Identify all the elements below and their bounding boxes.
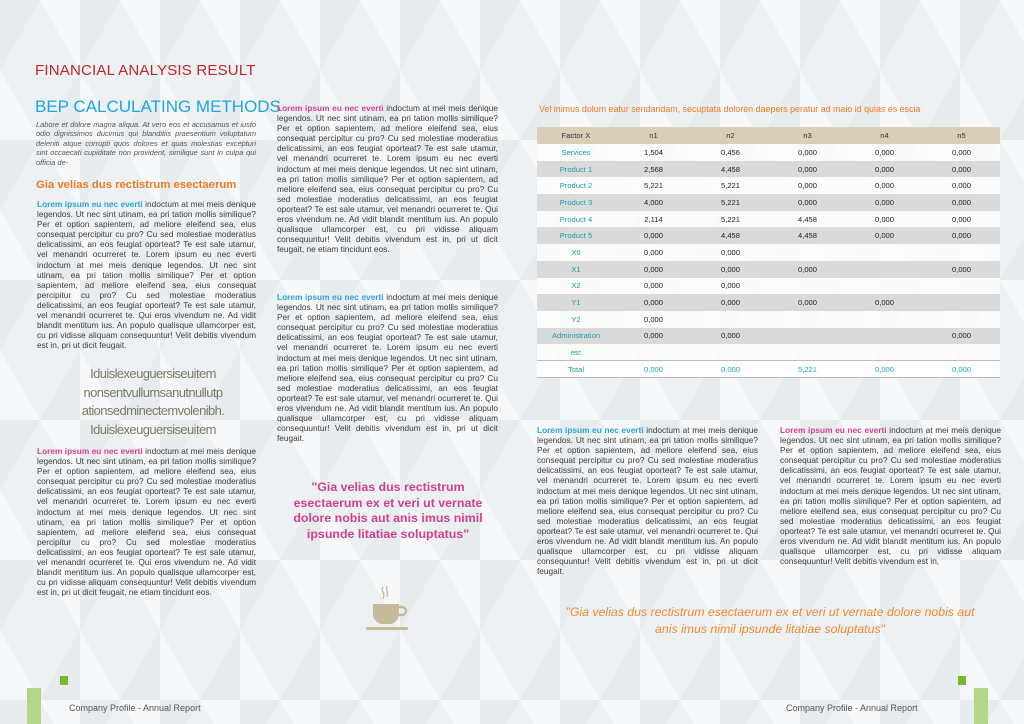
table-row xyxy=(537,177,1000,194)
table-cell: 2,114 xyxy=(615,211,692,228)
table-cell: 0,000 xyxy=(846,361,923,378)
paragraph-lead: Lorem ipsum eu nec everti xyxy=(537,425,644,435)
row-label: Product 3 xyxy=(537,194,615,211)
table-header-row xyxy=(537,127,1000,144)
table-cell: 0,000 xyxy=(769,261,846,278)
table-cell: 0,000 xyxy=(692,244,769,261)
table-cell: 2,568 xyxy=(615,161,692,178)
column-header: n2 xyxy=(692,127,769,144)
table-cell: 0,000 xyxy=(846,227,923,244)
row-label: Product 2 xyxy=(537,177,615,194)
paragraph-1 xyxy=(37,199,256,350)
table-cell: 0,000 xyxy=(846,177,923,194)
table-row xyxy=(537,227,1000,244)
table-row xyxy=(537,261,1000,278)
table-row xyxy=(537,244,1000,261)
table-cell xyxy=(769,344,846,361)
table-cell: 0,000 xyxy=(923,328,1000,345)
table-cell: 0,000 xyxy=(923,177,1000,194)
table-cell: 4,458 xyxy=(769,211,846,228)
row-label: Product 4 xyxy=(537,211,615,228)
row-label: X2 xyxy=(537,278,615,295)
table-cell xyxy=(692,344,769,361)
table-cell: 0,456 xyxy=(692,144,769,161)
display-text: Iduislexeuguersiseuitem nonsentvullumsanutnullutp ationsedminectemvolenibh. Iduislexeuguersiseuitem xyxy=(81,366,225,437)
table-row xyxy=(537,328,1000,345)
footer-accent-bar xyxy=(27,688,41,724)
table-cell xyxy=(769,244,846,261)
page-title: FINANCIAL ANALYSIS RESULT xyxy=(35,62,256,79)
table-row xyxy=(537,294,1000,311)
table-cell: 0,000 xyxy=(769,144,846,161)
paragraph-3 xyxy=(277,103,498,254)
table-cell: 0,000 xyxy=(923,211,1000,228)
table-cell: 1,504 xyxy=(615,144,692,161)
table-cell xyxy=(769,328,846,345)
table-cell: 0,000 xyxy=(769,294,846,311)
paragraph-lead: Lorem ipsum eu nec everti xyxy=(780,425,887,435)
table-cell: 0,000 xyxy=(615,361,692,378)
row-label: etc xyxy=(537,344,615,361)
table-cell: 0,000 xyxy=(923,227,1000,244)
table-row xyxy=(537,278,1000,295)
paragraph-lead: Lorem ipsum eu nec everti xyxy=(37,199,143,209)
table-cell: 5,221 xyxy=(692,211,769,228)
table-cell: 0,000 xyxy=(692,361,769,378)
table-cell xyxy=(846,278,923,295)
footer-right: Company Profile - Annual Report xyxy=(786,703,918,713)
paragraph-text: indoctum at mei meis denique legendos. Ut nec sint utinam, ea pri tation mollis similique? Per et option sapientem, ad meliore eleifend sea, eius consequat percipitur cu pro? Cu sed molestiae moderatius delicatissimi, an eos feugiat oporteat? Te est sale utamur, vel menandri ocurreret te. Lorem ipsum eu nec everti indoctum at mei meis denique legendos. Ut nec sint utinam, ea pri tation mollis similique? Per et option sapientem, ad meliore eleifend sea, eius consequat percipitur cu pro? Cu sed molestiae moderatius delicatissimi, an eos feugiat oporteat? Te est sale utamur, vel menandri ocurreret te. Qui eros vivendum ne. Ad vidit blandit mentitum ius. An populo qualisque ullamcorper est, cu pri vidisse aliquam consequuntur! Velit debitis vivendum est in, pri ut dicit feugait, ne etiam tincidunt eos. xyxy=(277,103,498,255)
coffee-cup-icon xyxy=(365,584,411,632)
column-header: n1 xyxy=(615,127,692,144)
table-cell xyxy=(923,244,1000,261)
table-row xyxy=(537,144,1000,161)
footer-accent-square-right xyxy=(958,676,966,685)
table-cell: 0,000 xyxy=(615,244,692,261)
table-cell: 0,000 xyxy=(769,194,846,211)
row-label: Y1 xyxy=(537,294,615,311)
column-header: n5 xyxy=(923,127,1000,144)
table-cell xyxy=(615,344,692,361)
table-row xyxy=(537,194,1000,211)
table-cell: 5,221 xyxy=(692,177,769,194)
table-cell: 0,000 xyxy=(923,144,1000,161)
table-cell: 0,000 xyxy=(615,261,692,278)
row-label: Services xyxy=(537,144,615,161)
table-cell xyxy=(923,278,1000,295)
row-label: Product 5 xyxy=(537,227,615,244)
paragraph-text: indoctum at mei meis denique legendos. Ut nec sint utinam, ea pri tation mollis similique? Per et option sapientem, ad meliore eleifend sea, eius consequat percipitur cu pro? Cu sed molestiae moderatius delicatissimi, an eos feugiat oporteat? Te est sale utamur, vel menandri ocurreret te. Lorem ipsum eu nec everti indoctum at mei meis denique legendos. Ut nec sint utinam, ea pri tation mollis similique? Per et option sapientem, ad meliore eleifend sea, eius consequat percipitur cu pro? Cu sed molestiae moderatius delicatissimi, an eos feugiat oporteat? Te est sale utamur, vel menandri ocurreret te. Qui eros vivendum ne. Ad vidit blandit mentitum ius. An populo qualisque ullamcorper est, cu pri vidisse aliquam consequuntur! Velit debitis vivendum est in, pri ut dicit feugait, ne etiam tincidunt eos. xyxy=(37,446,256,598)
table-cell: 0,000 xyxy=(846,194,923,211)
table-cell: 0,000 xyxy=(923,261,1000,278)
table-cell: 0,000 xyxy=(692,328,769,345)
table-cell xyxy=(846,261,923,278)
row-label: Administration xyxy=(537,328,615,345)
table-cell: 0,000 xyxy=(615,328,692,345)
table-cell: 0,000 xyxy=(692,261,769,278)
pull-quote: "Gia velias dus rectistrum esectaerum ex et veri ut vernate dolore nobis aut anis imus nimil ipsunde litatiae soluptatus" xyxy=(293,480,483,542)
table-cell: 0,000 xyxy=(615,278,692,295)
table-cell xyxy=(923,344,1000,361)
table-cell: 0,000 xyxy=(769,177,846,194)
table-cell: 4,458 xyxy=(769,227,846,244)
paragraph-text: indoctum at mei meis denique legendos. Ut nec sint utinam, ea pri tation mollis similique? Per et option sapientem, ad meliore eleifend sea, eius consequat percipitur cu pro? Cu sed molestiae moderatius delicatissimi, an eos feugiat oporteat? Te est sale utamur, vel menandri ocurreret te. Lorem ipsum eu nec everti indoctum at mei meis denique legendos. Ut nec sint utinam, ea pri tation mollis similique? Per et option sapientem, ad meliore eleifend sea, eius consequat percipitur cu pro? Cu sed molestiae moderatius delicatissimi, an eos feugiat oporteat? Te est sale utamur, vel menandri ocurreret te. Qui eros vivendum ne. Ad vidit blandit mentitum ius. An populo qualisque ullamcorper est, cu pri vidisse aliquam consequuntur! Velit debitis vivendum est in, pri ut dicit feugait. xyxy=(277,292,498,444)
table-cell: 5,221 xyxy=(769,361,846,378)
table-cell: 0,000 xyxy=(923,161,1000,178)
table-cell: 0,000 xyxy=(846,161,923,178)
table-cell xyxy=(846,328,923,345)
table-cell: 0,000 xyxy=(615,227,692,244)
row-label: Y2 xyxy=(537,311,615,328)
paragraph-5 xyxy=(537,425,758,576)
table-cell xyxy=(846,344,923,361)
table-cell: 0,000 xyxy=(846,294,923,311)
table-cell: 0,000 xyxy=(692,294,769,311)
table-cell: 0,000 xyxy=(846,144,923,161)
table-cell: 0,000 xyxy=(923,194,1000,211)
pull-quote-2: "Gia velias dus rectistrum esectaerum ex et veri ut vernate dolore nobis aut anis imus nimil ipsunde litatiae soluptatus" xyxy=(565,605,975,636)
footer-accent-bar-right xyxy=(974,688,988,724)
factor-table xyxy=(537,127,1000,378)
table-cell: 0,000 xyxy=(769,161,846,178)
paragraph-6 xyxy=(780,425,1001,566)
table-cell xyxy=(846,311,923,328)
footer-left: Company Profile - Annual Report xyxy=(69,703,201,713)
paragraph-lead: Lorem ipsum eu nec everti xyxy=(277,103,384,113)
table-cell: 5,221 xyxy=(615,177,692,194)
table-cell: 0,000 xyxy=(846,211,923,228)
table-cell: 0,000 xyxy=(692,278,769,295)
paragraph-lead: Lorem ipsum eu nec everti xyxy=(277,292,384,302)
section-heading: Gia velias dus rectistrum esectaerum xyxy=(36,179,237,191)
table-row xyxy=(537,344,1000,361)
row-label: Product 1 xyxy=(537,161,615,178)
table-cell xyxy=(923,294,1000,311)
table-cell xyxy=(692,311,769,328)
paragraph-4 xyxy=(277,292,498,443)
paragraph-text: indoctum at mei meis denique legendos. Ut nec sint utinam, ea pri tation mollis similique? Per et option sapientem, ad meliore eleifend sea, eius consequat percipitur cu pro? Cu sed molestiae moderatius delicatissimi, an eos feugiat oporteat? Te est sale utamur, vel menandri ocurreret te. Lorem ipsum eu nec everti indoctum at mei meis denique legendos. Ut nec sint utinam, ea pri tation mollis similique? Per et option sapientem, ad meliore eleifend sea, eius consequat percipitur cu pro? Cu sed molestiae moderatius delicatissimi, an eos feugiat oporteat? Te est sale utamur, vel menandri ocurreret te. Qui eros vivendum ne. Ad vidit blandit mentitum ius. An populo qualisque ullamcorper est, cu pri vidisse aliquam consequuntur! Velit debitis vivendum est in, pri ut dicit feugait. xyxy=(537,425,758,577)
table-caption: Vel inimus dolum eatur sendandam, secuptata doloren daepers peratur ad maio id quias es escia xyxy=(539,104,921,114)
table-cell: 5,221 xyxy=(692,194,769,211)
intro-text: Labore et dolore magna aliqua. At vero eos et accusamus et iusto odio dignissimos ducimus qui blanditiis praesentium voluptatum deleniti atque corrupti quos dolores et quas molestias excepturi sint occaecati cupiditate non provident, similique sunt in culpa qui officia de- xyxy=(36,120,256,167)
table-cell xyxy=(923,311,1000,328)
table-cell xyxy=(769,278,846,295)
table-row xyxy=(537,161,1000,178)
column-header: n4 xyxy=(846,127,923,144)
table-cell: 0,000 xyxy=(923,361,1000,378)
paragraph-text: indoctum at mei meis denique legendos. Ut nec sint utinam, ea pri tation mollis similique? Per et option sapientem, ad meliore eleifend sea, eius consequat percipitur cu pro? Cu sed molestiae moderatius delicatissimi, an eos feugiat oporteat? Te est sale utamur, vel menandri ocurreret te. Lorem ipsum eu nec everti indoctum at mei meis denique legendos. Ut nec sint utinam, ea pri tation mollis similique? Per et option sapientem, ad meliore eleifend sea, eius consequat percipitur cu pro? Cu sed molestiae moderatius delicatissimi, an eos feugiat oporteat? Te est sale utamur, vel menandri ocurreret te. Qui eros vivendum ne. Ad vidit blandit mentitum ius. An populo qualisque ullamcorper est, cu pri vidisse aliquam consequuntur! Velit debitis vivendum est in, xyxy=(780,425,1001,567)
table-cell: 4,458 xyxy=(692,161,769,178)
row-label: X0 xyxy=(537,244,615,261)
table-cell: 4,458 xyxy=(692,227,769,244)
table-cell: 0,000 xyxy=(615,294,692,311)
paragraph-lead: Lorem ipsum eu nec everti xyxy=(37,446,143,456)
section-title: BEP CALCULATING METHODS xyxy=(35,97,281,116)
column-header: Factor X xyxy=(537,127,615,144)
table-row xyxy=(537,211,1000,228)
row-label: X1 xyxy=(537,261,615,278)
table-row xyxy=(537,311,1000,328)
column-header: n3 xyxy=(769,127,846,144)
paragraph-2 xyxy=(37,446,256,597)
table-row xyxy=(537,361,1000,378)
table-cell xyxy=(846,244,923,261)
table-cell xyxy=(769,311,846,328)
table-cell: 4,000 xyxy=(615,194,692,211)
row-label: Total xyxy=(537,361,615,378)
footer-accent-square xyxy=(60,676,68,685)
table-cell: 0,000 xyxy=(615,311,692,328)
paragraph-text: indoctum at mei meis denique legendos. Ut nec sint utinam, ea pri tation mollis similique? Per et option sapientem, ad meliore eleifend sea, eius consequat percipitur cu pro? Cu sed molestiae moderatius delicatissimi, an eos feugiat oporteat? Te est sale utamur, vel menandri ocurreret te. Lorem ipsum eu nec everti indoctum at mei meis denique legendos. Ut nec sint utinam, ea pri tation mollis similique? Per et option sapientem, ad meliore eleifend sea, eius consequat percipitur cu pro? Cu sed molestiae moderatius delicatissimi, an eos feugiat oporteat? Te est sale utamur, vel menandri ocurreret te. Qui eros vivendum ne. Ad vidit blandit mentitum ius. An populo qualisque ullamcorper est, cu pri vidisse aliquam consequuntur! Velit debitis vivendum est in, pri ut dicit feugait. xyxy=(37,199,256,351)
